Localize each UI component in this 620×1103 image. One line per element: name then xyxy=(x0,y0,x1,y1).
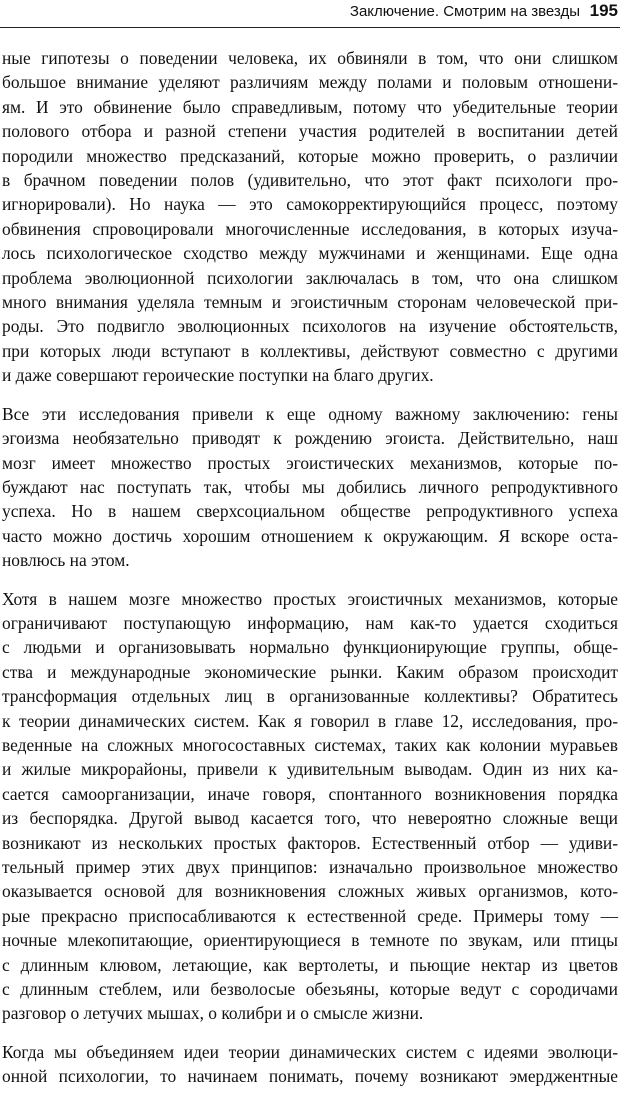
text-line: к теории динамических систем. Как я говорил в главе 12, исследования, про- xyxy=(2,710,618,731)
page-number: 195 xyxy=(589,1,618,20)
text-line: Хотя в нашем мозге множество простых эгоистичных механизмов, которые xyxy=(2,588,618,609)
header-rule xyxy=(0,27,620,28)
text-line: оказывается основой для возникновения сложных живых организмов, кото- xyxy=(2,881,618,902)
body-text xyxy=(2,46,618,1103)
paragraph xyxy=(2,46,618,388)
text-line: при которых люди вступают в коллективы, действуют совместно с другими xyxy=(2,340,618,361)
chapter-title: Заключение. Смотрим на звезды xyxy=(349,3,580,20)
text-line: породили множество предсказаний, которые можно проверить, о различии xyxy=(2,145,618,166)
text-line: буждают нас поступать так, чтобы мы добились личного репродуктивного xyxy=(2,476,618,497)
paragraph xyxy=(2,1040,618,1089)
text-line: ночные млекопитающие, ориентирующиеся в темноте по звукам, или птицы xyxy=(2,930,618,951)
text-line: мозг имеет множество простых эгоистических механизмов, которые по- xyxy=(2,452,618,473)
text-line: часто можно достичь хорошим отношением к окружающим. Я вскоре оста- xyxy=(2,525,618,546)
text-line: полового отбора и разной степени участия родителей в воспитании детей xyxy=(2,121,618,142)
text-line: много внимания уделяла темным и эгоистичным сторонам человеческой при- xyxy=(2,292,618,313)
paragraph xyxy=(2,587,618,1026)
text-line: большое внимание уделяют различиям между полами и половым отношени- xyxy=(2,72,618,93)
text-line: проблема эволюционной психологии заключалась в том, что она слишком xyxy=(2,267,618,288)
text-line: обвинения спровоцировали многочисленные исследования, в которых изуча- xyxy=(2,218,618,239)
running-header xyxy=(0,0,620,30)
text-line: новлюсь на этом. xyxy=(2,550,130,571)
text-line: из беспорядка. Другой вывод касается того, что невероятно сложные вещи xyxy=(2,808,618,829)
text-line: с длинным клювом, летающие, как вертолеты, и пьющие нектар из цветов xyxy=(2,954,618,975)
text-line: ям. И это обвинение было справедливым, потому что убедительные теории xyxy=(2,96,618,117)
text-line: с людьми и организовывать нормально функционирующие группы, обще- xyxy=(2,637,618,658)
text-line: трансформация отдельных лиц в организованные коллективы? Обратитесь xyxy=(2,686,618,707)
text-line: в брачном поведении полов (удивительно, что этот факт психологи про- xyxy=(2,170,618,191)
text-line: сается самоорганизации, иначе говоря, спонтанного возникновения порядка xyxy=(2,783,618,804)
text-line: Когда мы объединяем идеи теории динамических систем с идеями эволюци- xyxy=(2,1041,618,1062)
text-line: лось психологическое сходство между мужчинами и женщинами. Еще одна xyxy=(2,243,618,264)
text-line: рые прекрасно приспосабливаются к естественной среде. Примеры тому — xyxy=(2,905,618,926)
text-line: успеха. Но в нашем сверхсоциальном обществе репродуктивного успеха xyxy=(2,501,618,522)
text-line: возникают из нескольких простых факторов. Естественный отбор — удиви- xyxy=(2,832,618,853)
text-line: эгоизма необязательно приводят к рождению эгоиста. Действительно, наш xyxy=(2,428,618,449)
text-line: онной психологии, то начинаем понимать, почему возникают эмерджентные xyxy=(2,1066,618,1087)
text-line: с длинным стеблем, или безволосые обезьяны, которые ведут с сородичами xyxy=(2,979,618,1000)
text-line: веденные на сложных многосоставных системах, таких как колонии муравьев xyxy=(2,734,618,755)
text-line: тельный пример этих двух принципов: изначально произвольное множество xyxy=(2,857,618,877)
paragraph xyxy=(2,402,618,573)
text-line: разговор о летучих мышах, о колибри и о смысле жизни. xyxy=(2,1003,424,1024)
text-line: ограничивают поступающую информацию, нам как-то удается сходиться xyxy=(2,612,618,633)
text-line: ные гипотезы о поведении человека, их обвиняли в том, что они слишком xyxy=(2,48,618,68)
text-line: Все эти исследования привели к еще одному важному заключению: гены xyxy=(2,403,618,424)
text-line: и даже совершают героические поступки на благо других. xyxy=(2,365,434,386)
text-line: ства и международные экономические рынки. Каким образом происходит xyxy=(2,661,618,682)
text-line: и жилые микрорайоны, привели к удивительным выводам. Один из них ка- xyxy=(2,759,618,780)
text-line: роды. Это подвигло эволюционных психологов на изучение обстоятельств, xyxy=(2,316,618,337)
text-line: игнорировали). Но наука — это самокорректирующийся процесс, поэтому xyxy=(2,194,618,215)
